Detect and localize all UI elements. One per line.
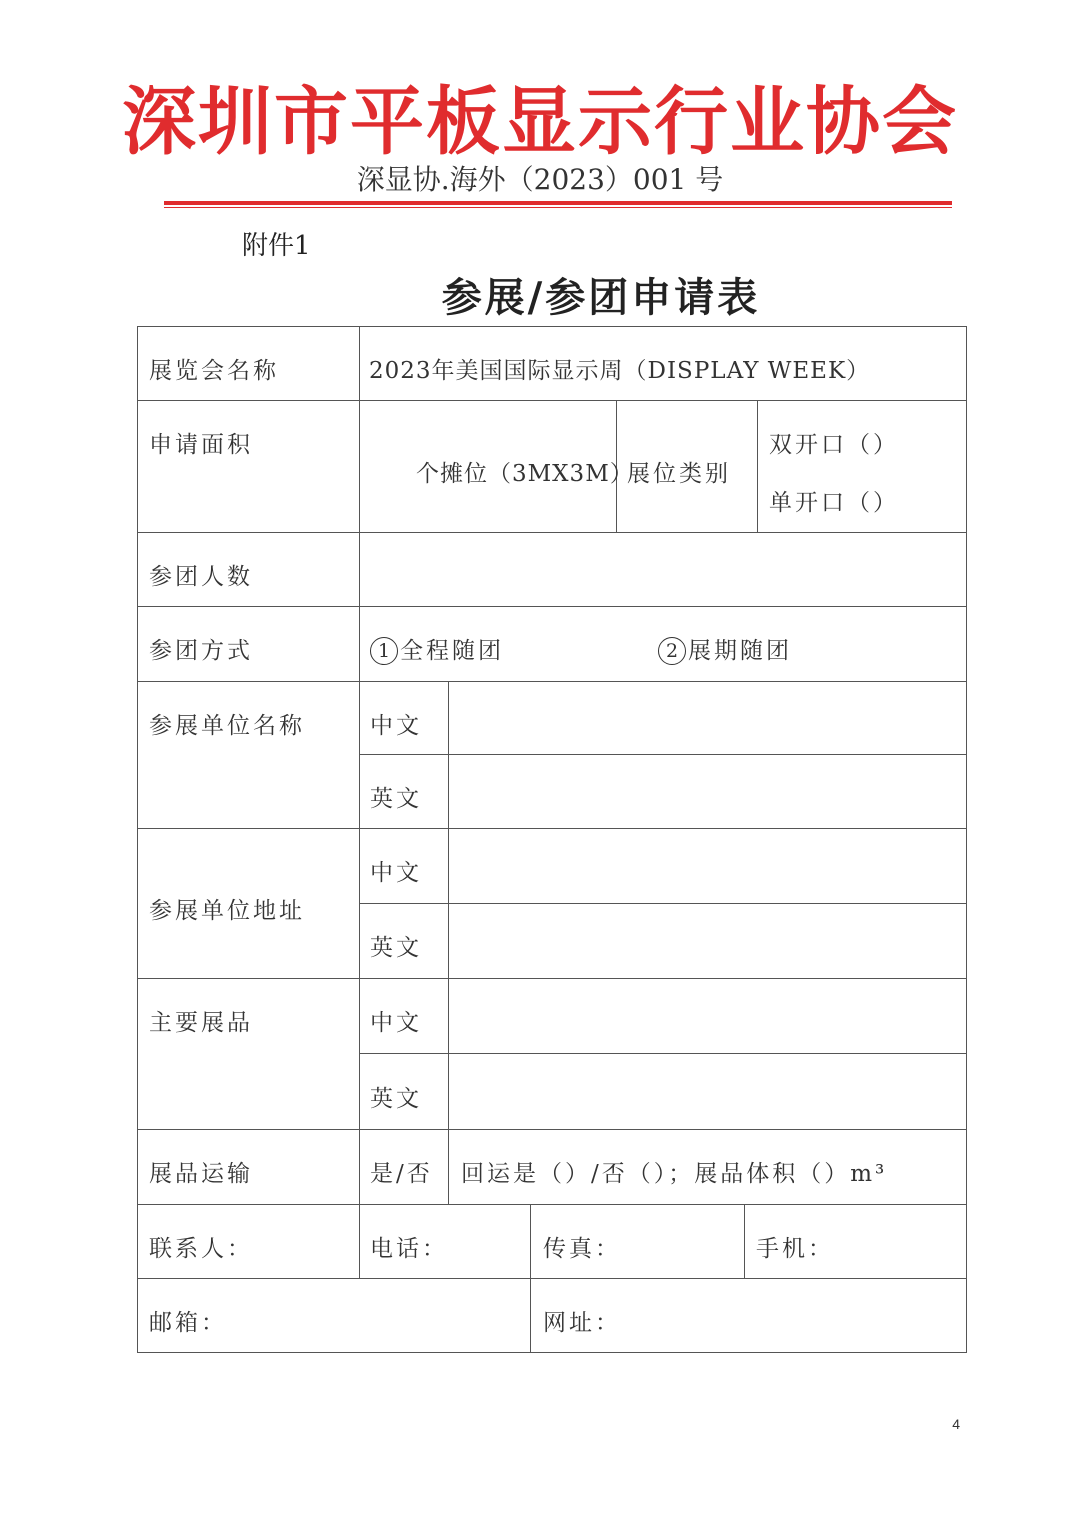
fax-label: 传真：	[543, 1236, 621, 1262]
booth-type-single-option[interactable]: 单开口（）	[769, 490, 899, 516]
company-address-cn-field[interactable]	[449, 829, 966, 903]
company-name-cn-label: 中文	[370, 713, 422, 739]
mobile-label: 手机：	[756, 1236, 834, 1262]
company-name-cn-field[interactable]	[449, 682, 966, 754]
company-name-en-field[interactable]	[449, 755, 966, 828]
contact-label: 联系人：	[149, 1236, 253, 1262]
shipping-detail[interactable]: 回运是（）/否（）；展品体积（）m³	[461, 1161, 888, 1187]
header-rule-thick	[164, 201, 952, 205]
area-value-field[interactable]: 个摊位（3MX3M）	[416, 461, 634, 487]
main-products-cn-field[interactable]	[449, 979, 966, 1053]
form-title: 参展/参团申请表	[441, 274, 761, 321]
mode-option-full-tour-label: 全程随团	[400, 638, 504, 664]
booth-type-double-option[interactable]: 双开口（）	[769, 432, 899, 458]
row-divider	[137, 1129, 967, 1130]
booth-type-label: 展位类别	[627, 461, 731, 487]
row-divider	[137, 400, 967, 401]
company-address-en-label: 英文	[370, 935, 422, 961]
row-divider	[137, 1204, 967, 1205]
mode-option-full-tour[interactable]	[370, 636, 504, 666]
company-address-label: 参展单位地址	[149, 898, 305, 924]
shipping-label: 展品运输	[149, 1161, 253, 1187]
col-divider	[744, 1204, 745, 1278]
main-products-cn-label: 中文	[370, 1010, 422, 1036]
headcount-field[interactable]	[360, 533, 966, 606]
company-name-en-label: 英文	[370, 786, 422, 812]
exhibition-name-label: 展览会名称	[149, 358, 279, 384]
area-label: 申请面积	[149, 432, 253, 458]
company-address-cn-label: 中文	[370, 860, 422, 886]
doc-number: 深显协.海外（2023）001 号	[356, 163, 724, 196]
main-products-en-label: 英文	[370, 1086, 422, 1112]
mode-option-exhibition-period[interactable]	[658, 636, 792, 666]
main-products-en-field[interactable]	[449, 1054, 966, 1129]
company-name-label: 参展单位名称	[149, 713, 305, 739]
email-label: 邮箱：	[149, 1310, 227, 1336]
col-divider	[530, 1204, 531, 1353]
headcount-label: 参团人数	[149, 564, 253, 590]
company-address-en-field[interactable]	[449, 904, 966, 978]
shipping-yes-no[interactable]: 是/否	[370, 1161, 433, 1187]
attachment-label: 附件1	[242, 231, 311, 261]
main-products-label: 主要展品	[149, 1010, 253, 1036]
col-divider	[757, 400, 758, 532]
circled-number-one-icon: 1	[370, 637, 398, 665]
col-divider	[359, 326, 360, 1278]
exhibition-name-value: 2023年美国国际显示周（DISPLAY WEEK）	[369, 358, 871, 384]
circled-number-two-icon: 2	[658, 637, 686, 665]
row-divider	[137, 606, 967, 607]
header-rule-thin	[164, 207, 952, 208]
mode-option-exhibition-period-label: 展期随团	[688, 638, 792, 664]
page-number: 4	[952, 1416, 960, 1432]
row-divider	[137, 1278, 967, 1279]
phone-label: 电话：	[370, 1236, 448, 1262]
mode-label: 参团方式	[149, 638, 253, 664]
website-label: 网址：	[543, 1310, 621, 1336]
org-title: 深圳市平板显示行业协会	[122, 79, 958, 165]
